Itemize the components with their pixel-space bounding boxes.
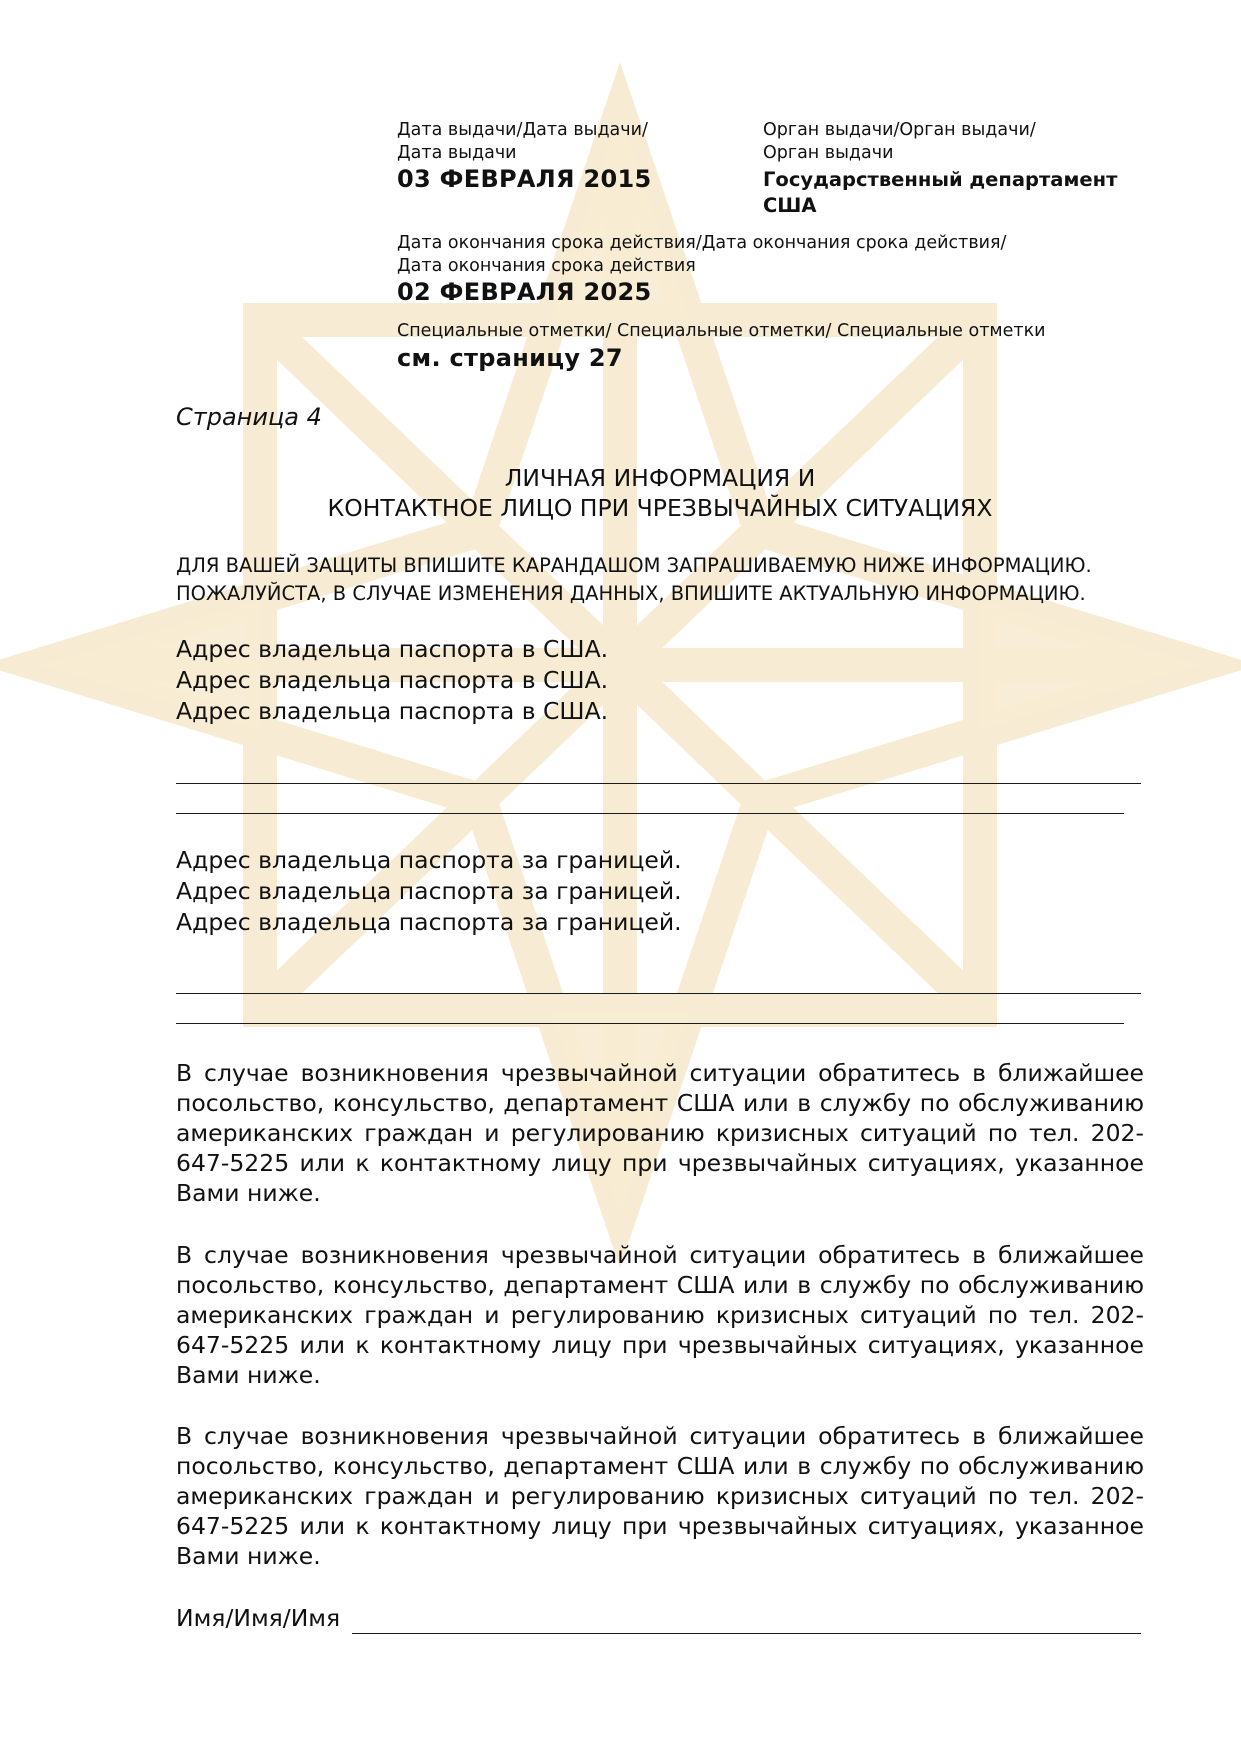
authority-label-line1: Орган выдачи/Орган выдачи/ bbox=[763, 120, 1036, 140]
us-address-block bbox=[176, 634, 608, 727]
us-address-write-line-2[interactable] bbox=[176, 813, 1124, 814]
section-heading-line2: КОНТАКТНОЕ ЛИЦО ПРИ ЧРЕЗВЫЧАЙНЫХ СИТУАЦИЯХ bbox=[327, 494, 993, 522]
instruction-line1: ДЛЯ ВАШЕЙ ЗАЩИТЫ ВПИШИТЕ КАРАНДАШОМ ЗАПРАШИВАЕМУЮ НИЖЕ ИНФОРМАЦИЮ. bbox=[176, 554, 1092, 577]
page-label: Страница 4 bbox=[176, 403, 322, 431]
emergency-paragraph: В случае возникновения чрезвычайной ситуации обратитесь в ближайшее посольство, консульство, департамент США или в службу по обслуживанию американских граждан и регулированию кризисных ситуаций по тел. 202-647-5225 или к контактному лицу при чрезвычайных ситуациях, указанное Вами ниже. bbox=[176, 1422, 1144, 1570]
abroad-address-write-line-1[interactable] bbox=[176, 993, 1141, 994]
expiry-date-label-line1: Дата окончания срока действия/Дата окончания срока действия/ bbox=[397, 233, 1007, 253]
expiry-date-label-line2: Дата окончания срока действия bbox=[397, 256, 696, 276]
emergency-paragraph: В случае возникновения чрезвычайной ситуации обратитесь в ближайшее посольство, консульство, департамент США или в службу по обслуживанию американских граждан и регулированию кризисных ситуаций по тел. 202-647-5225 или к контактному лицу при чрезвычайных ситуациях, указанное Вами ниже. bbox=[176, 1059, 1144, 1207]
issue-date-label-line1: Дата выдачи/Дата выдачи/ bbox=[397, 120, 648, 140]
expiry-date-label bbox=[397, 232, 1006, 278]
issue-date-label bbox=[397, 119, 648, 165]
abroad-address-write-line-2[interactable] bbox=[176, 1023, 1124, 1024]
authority-value bbox=[763, 167, 1117, 219]
authority-value-line2: США bbox=[763, 194, 817, 217]
instruction-text bbox=[176, 552, 1166, 608]
section-heading bbox=[176, 463, 1144, 523]
endorsements-label: Специальные отметки/ Специальные отметки/ Специальные отметки bbox=[397, 321, 1046, 341]
name-field-label: Имя/Имя/Имя bbox=[176, 1604, 341, 1632]
us-address-line: Адрес владельца паспорта в США. bbox=[176, 666, 609, 694]
endorsements-value: см. страницу 27 bbox=[397, 344, 623, 372]
abroad-address-block bbox=[176, 845, 682, 938]
expiry-date-value: 02 ФЕВРАЛЯ 2025 bbox=[397, 278, 652, 306]
section-heading-line1: ЛИЧНАЯ ИНФОРМАЦИЯ И bbox=[504, 464, 816, 492]
abroad-address-line: Адрес владельца паспорта за границей. bbox=[176, 877, 682, 905]
abroad-address-line: Адрес владельца паспорта за границей. bbox=[176, 846, 682, 874]
issue-date-label-line2: Дата выдачи bbox=[397, 143, 517, 163]
us-address-write-line-1[interactable] bbox=[176, 783, 1141, 784]
abroad-address-line: Адрес владельца паспорта за границей. bbox=[176, 908, 682, 936]
authority-label-line2: Орган выдачи bbox=[763, 143, 894, 163]
issue-date-value: 03 ФЕВРАЛЯ 2015 bbox=[397, 165, 652, 193]
name-field-write-line[interactable] bbox=[352, 1633, 1141, 1634]
authority-label bbox=[763, 119, 1036, 165]
us-address-line: Адрес владельца паспорта в США. bbox=[176, 697, 609, 725]
us-address-line: Адрес владельца паспорта в США. bbox=[176, 635, 609, 663]
instruction-line2: ПОЖАЛУЙСТА, В СЛУЧАЕ ИЗМЕНЕНИЯ ДАННЫХ, ВПИШИТЕ АКТУАЛЬНУЮ ИНФОРМАЦИЮ. bbox=[176, 582, 1086, 605]
authority-value-line1: Государственный департамент bbox=[763, 168, 1118, 191]
emergency-paragraph: В случае возникновения чрезвычайной ситуации обратитесь в ближайшее посольство, консульство, департамент США или в службу по обслуживанию американских граждан и регулированию кризисных ситуаций по тел. 202-647-5225 или к контактному лицу при чрезвычайных ситуациях, указанное Вами ниже. bbox=[176, 1241, 1144, 1389]
